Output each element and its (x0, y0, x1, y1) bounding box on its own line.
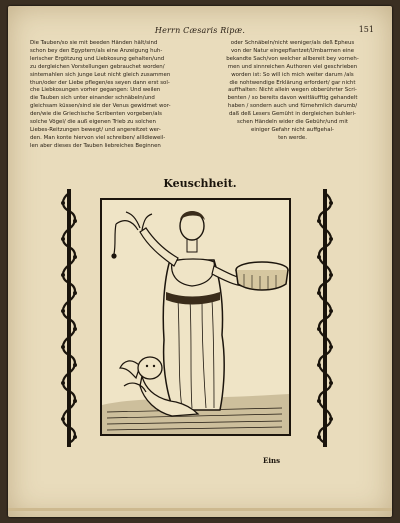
text-columns (30, 40, 376, 170)
page-bottom-edge (8, 508, 392, 511)
page-number: 151 (358, 25, 374, 34)
woodcut-illustration (100, 198, 291, 436)
woodcut-figure (102, 200, 289, 434)
sieve (236, 262, 288, 290)
woman-raised-arm (140, 228, 178, 266)
right-ornament-border (316, 189, 334, 447)
left-column-text: Die Tauben/so sie mit beeden Händen hält/sind schon bey den Egyptern/als eine Anzeigung huh- lerischer Ergötzung und Liebkosung gehalten/und zu dergleichen Vorstellungen gebrauchet worden/ sintemahlen sich junge Leut nicht gleich zusammen thun/oder der Liebe pflegen/es seyen dann erst sol- che Liebkosungen vorher gegangen: Und weilen die Tauben sich unter einander schnäbeln/und gleichsam küssen/sind sie der Venus gewidmet wor- den/wie die Griechische Scribenten vorgeben/als solche Vögel/ die auß eigenen Trieb zu solchen Liebes-Reitzungen bewegt/ und angereitzet wer- den. Man konte hiervon viel schreiben/ allldieweil- len aber dieses der Tauben liebreiches Beginnen (30, 40, 171, 149)
left-ornament-border (60, 189, 78, 447)
right-column-text: oder Schnäbeln/nicht weniger/als deß Epheus von der Natur eingepflantzet/Umbarmen eine bekandte Sach/von welcher allbereit bey vorneh- men und sinnreichen Authoren viel geschrieben worden ist: So will ich mich weiter darum /als die nohtwendige Erklärung erfordert/ gar nicht auffhalten: Nicht allein wegen obberührter Scri- benten / so bereits davon weitläufftig gehandelt haben / sondern auch und fürnehmlich darumb/ daß deß Lesers Gemüht in dergleichen buhleri- schen Händeln wider die Gebühr/und mit einiger Gefahr nicht auffgehal- ten werde. (226, 40, 359, 141)
running-head: Herrn Cæsaris Ripæ. (154, 26, 246, 35)
section-title: Keuschheit. (163, 177, 237, 190)
catchword: Eins (263, 456, 281, 465)
